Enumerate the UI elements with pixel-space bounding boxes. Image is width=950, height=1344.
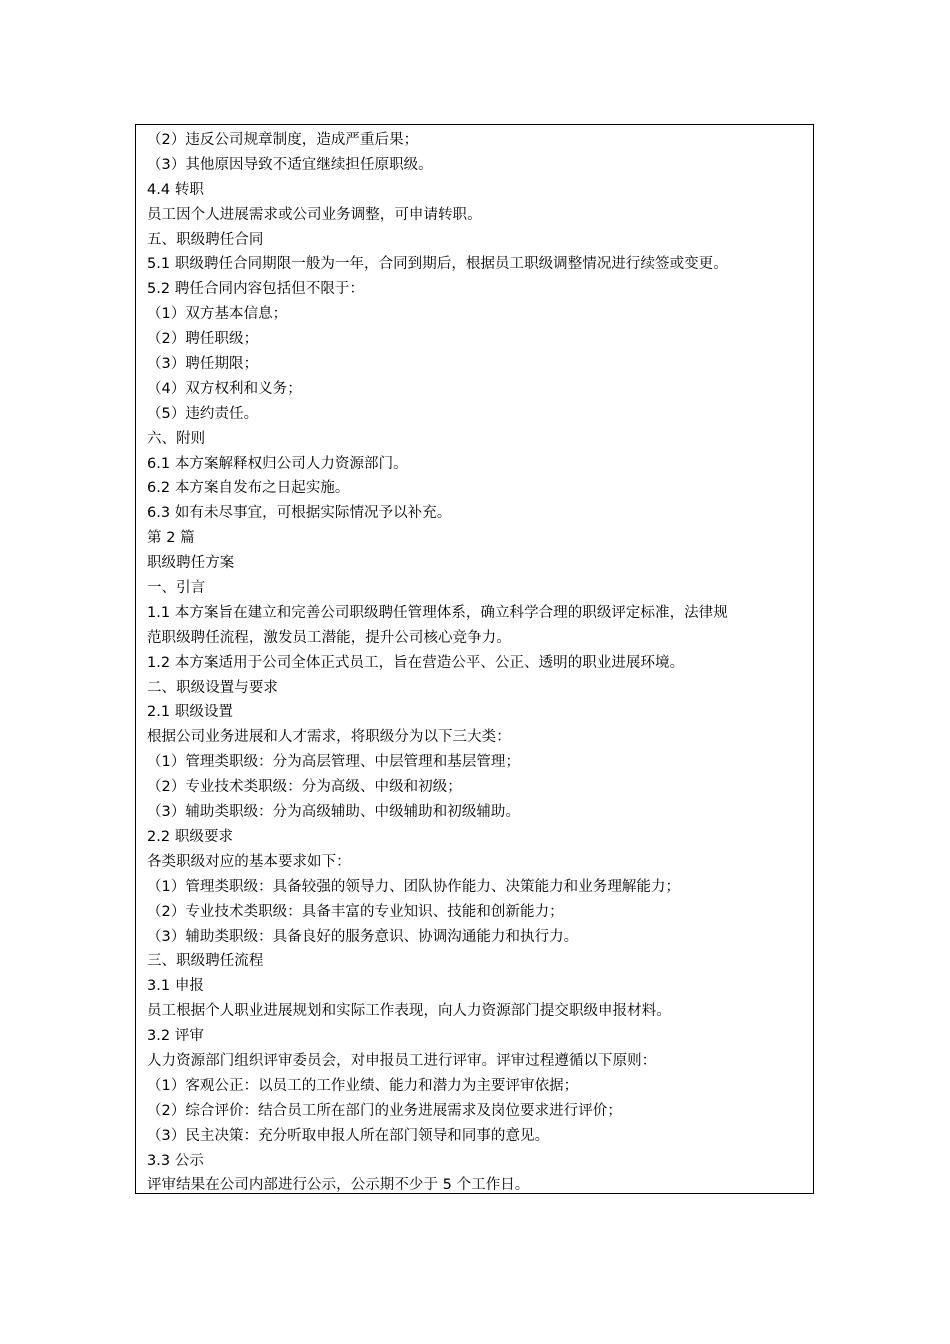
text-line: 6.2 本方案自发布之日起实施。 <box>147 480 350 497</box>
text-line: 6.1 本方案解释权归公司人力资源部门。 <box>147 455 408 472</box>
text-line: （2）聘任职级； <box>147 331 259 348</box>
text-line: 5.1 职级聘任合同期限一般为一年，合同到期后，根据员工职级调整情况进行续签或变更。 <box>147 256 728 273</box>
text-line: （2）专业技术类职级：具备丰富的专业知识、技能和创新能力； <box>147 903 564 920</box>
text-line: 第 2 篇 <box>147 530 195 547</box>
text-line: （2）专业技术类职级：分为高级、中级和初级； <box>147 779 462 796</box>
text-line: （1）管理类职级：具备较强的领导力、团队协作能力、决策能力和业务理解能力； <box>147 878 681 895</box>
text-line: （3）辅助类职级：分为高级辅助、中级辅助和初级辅助。 <box>147 804 521 821</box>
text-line: 范职级聘任流程，激发员工潜能，提升公司核心竞争力。 <box>147 629 511 646</box>
text-line: （2）违反公司规章制度，造成严重后果； <box>147 132 419 148</box>
text-line: 一、引言 <box>147 580 206 597</box>
text-line: 员工根据个人职业进展规划和实际工作表现，向人力资源部门提交职级申报材料。 <box>147 1003 671 1020</box>
text-line: （1）双方基本信息； <box>147 306 288 323</box>
text-line: 评审结果在公司内部进行公示，公示期不少于 5 个工作日。 <box>147 1177 530 1194</box>
text-line: 1.2 本方案适用于公司全体正式员工，旨在营造公平、公正、透明的职业进展环境。 <box>147 654 685 671</box>
text-line: （3）聘任期限； <box>147 356 259 373</box>
text-line: 三、职级聘任流程 <box>147 953 264 970</box>
text-line: （3）民主决策：充分听取申报人所在部门领导和同事的意见。 <box>147 1127 550 1144</box>
text-line: 3.2 评审 <box>147 1028 204 1045</box>
text-line: 3.1 申报 <box>147 978 204 995</box>
text-line: 六、附则 <box>147 430 206 447</box>
text-line: （2）综合评价：结合员工所在部门的业务进展需求及岗位要求进行评价； <box>147 1102 622 1119</box>
document-text-body <box>147 128 811 1198</box>
text-line: 6.3 如有未尽事宜，可根据实际情况予以补充。 <box>147 505 452 522</box>
text-line: 根据公司业务进展和人才需求，将职级分为以下三大类： <box>147 729 511 746</box>
text-line: 2.2 职级要求 <box>147 828 234 845</box>
text-line: 人力资源部门组织评审委员会，对申报员工进行评审。评审过程遵循以下原则： <box>147 1052 657 1069</box>
text-line: 2.1 职级设置 <box>147 704 234 721</box>
text-line: （1）管理类职级：分为高层管理、中层管理和基层管理； <box>147 754 521 771</box>
text-line: 1.1 本方案旨在建立和完善公司职级聘任管理体系，确立科学合理的职级评定标准，法律规 <box>147 604 728 621</box>
text-line: （3）辅助类职级：具备良好的服务意识、协调沟通能力和执行力。 <box>147 928 579 945</box>
text-line: 职级聘任方案 <box>147 555 235 572</box>
text-line: 五、职级聘任合同 <box>147 231 264 248</box>
text-line: （1）客观公正：以员工的工作业绩、能力和潜力为主要评审依据； <box>147 1077 579 1094</box>
text-line: 各类职级对应的基本要求如下： <box>147 853 351 870</box>
text-line: 4.4 转职 <box>147 181 204 198</box>
text-line: 二、职级设置与要求 <box>147 679 278 696</box>
text-line: （3）其他原因导致不适宜继续担任原职级。 <box>147 156 433 173</box>
text-line: （4）双方权利和义务； <box>147 380 302 397</box>
text-line: 3.3 公示 <box>147 1152 204 1169</box>
document-table-cell <box>135 124 814 1194</box>
text-line: 5.2 聘任合同内容包括但不限于： <box>147 281 365 298</box>
text-line: （5）违约责任。 <box>147 405 259 422</box>
text-line: 员工因个人进展需求或公司业务调整，可申请转职。 <box>147 206 482 223</box>
